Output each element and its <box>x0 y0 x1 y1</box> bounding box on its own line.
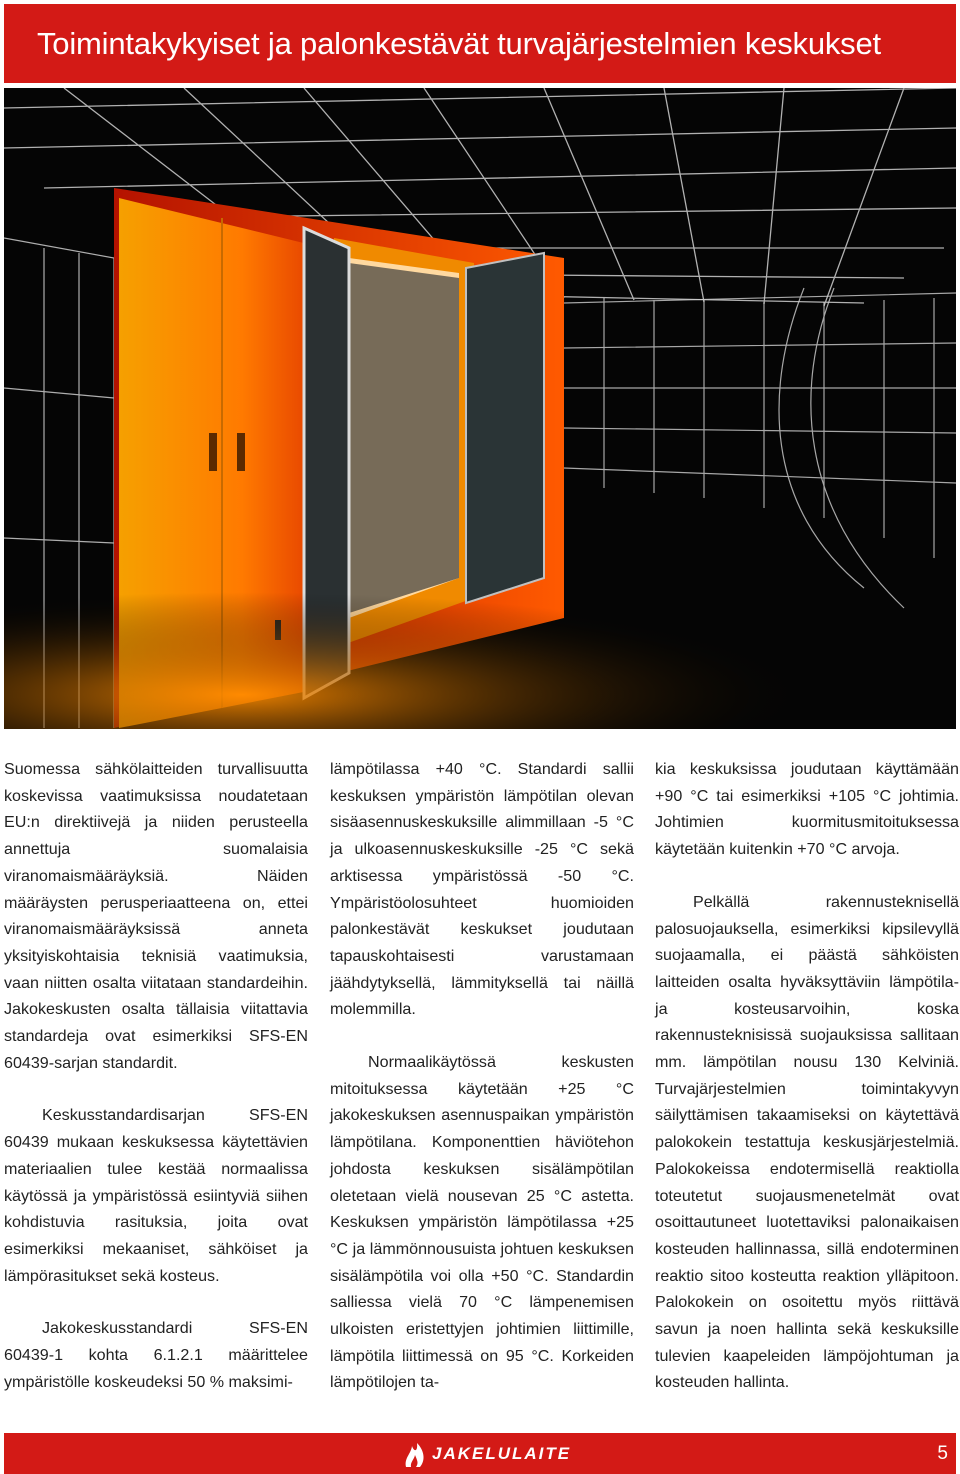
paragraph: Normaalikäytössä keskusten mitoituksessa käytetään +25 °C jakokeskuksen asennuspaikan ympäristön lämpötilana. Komponenttien häviötehon johdosta keskuksen sisälämpötilan oletetaan vielä nousevan 25 °C astetta. Keskuksen ympäristön lämpötilassa +25 °C ja lämmönnousuista johtuen keskuksen sisälämpötila voi olla +50 °C. Standardin salliessa vielä 70 °C lämpenemisen ulkoisten eristettyjen johtimien liittimille, lämpötila liittimessä on 95 °C. Korkeiden lämpötilojen ta- <box>330 1053 634 1392</box>
paragraph: lämpötilassa +40 °C. Standardi sallii keskuksen ympäristön lämpötilan olevan sisäasennuskeskuksille alimmillaan -5 °C ja ulkoasennuskeskuksille -25 °C sekä arktisessa ympäristössä -50 °C. Ympäristöolosuhteet huomioiden palonkestävät keskukset joudutaan tapauskohtaisesti varustamaan jäähdytyksellä, lämmityksellä tai näillä molemmilla. <box>330 760 634 1019</box>
paragraph: kia keskuksissa joudutaan käyttämään +90 °C tai esimerkiksi +105 °C johtimia. Johtimien kuormitusmitoituksessa käytetään kuitenkin +70 °C arvoja. <box>655 760 959 859</box>
text-column-1 <box>4 756 308 1395</box>
text-column-3 <box>655 756 959 1396</box>
flame-logo-icon <box>402 1440 428 1468</box>
page-header <box>4 4 956 83</box>
logo-text: JAKELULAITE <box>432 1444 572 1463</box>
jakelulaite-logo <box>402 1439 571 1469</box>
paragraph: Pelkällä rakennusteknisellä palosuojauksella, esimerkiksi kipsilevyllä suojaamalla, ei päästä sähköisten laitteiden osalta hyväksyttäviin lämpötila- ja kosteusarvoihin, koska rakennusteknisissä suojauksissa sallitaan mm. lämpötilan nousu 130 Kelviniä. Turvajärjestelmien toimintakyvyn säilyttämisen takaamiseksi on käytettävä palokokein testattuja keskusjärjestelmiä. Palokokeissa endotermisellä reaktiolla toteutetut suojausmenetelmät ovat osoittautuneet luotettaviksi palonaikaisen kosteuden hallinnassa, sillä endoterminen reaktio sitoo kosteutta reaktion ylläpitoon. Palokokein on osoitettu myös riittävä savun ja noen hallinta sekä keskuksille tulevien kaapeleiden lämpöjohtuman ja kosteuden hallinta. <box>655 892 959 1392</box>
text-column-2 <box>330 756 634 1396</box>
page-footer <box>4 1433 956 1474</box>
paragraph: Jakokeskusstandardi SFS-EN 60439-1 kohta 6.1.2.1 määrittelee ympäristölle koskeudeksi 50 % maksimi- <box>4 1319 308 1391</box>
page-title: Toimintakykyiset ja palonkestävät turvajärjestelmien keskukset <box>37 26 881 61</box>
hero-illustration <box>4 88 956 729</box>
page-number: 5 <box>937 1443 948 1464</box>
cabinet-corridor-image <box>4 88 956 729</box>
paragraph: Keskusstandardisarjan SFS-EN 60439 mukaan keskuksessa käytettävien materiaalien tulee kestää normaalissa käytössä ja ympäristössä esiintyviä siihen kohdistuvia rasituksia, joita ovat esimerkiksi mekaaniset, sähköiset ja lämpörasitukset sekä kosteus. <box>4 1106 308 1285</box>
paragraph: Suomessa sähkölaitteiden turvallisuutta koskevissa vaatimuksissa noudatetaan EU:n direktiivejä ja niiden perusteella annettuja suomalaisia viranomaismääräyksiä. Näiden määräysten perusperiaatteena on, ettei viranomaismääräyksissä anneta yksityiskohtaisia teknisiä vaatimuksia, vaan niitten osalta viitataan standardeihin. Jakokeskusten osalta tällaisia viitattavia standardeja ovat esimerkiksi SFS-EN 60439-sarjan standardit. <box>4 760 308 1072</box>
